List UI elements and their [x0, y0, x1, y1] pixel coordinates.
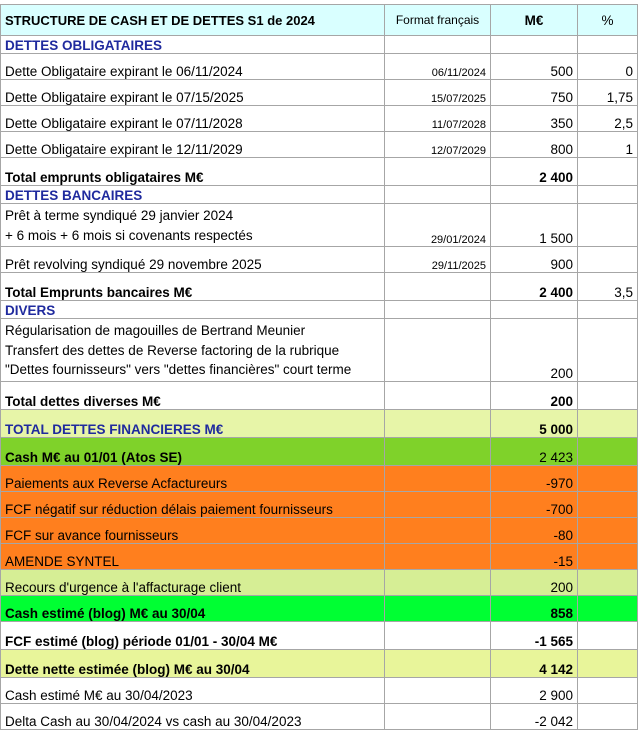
table-row	[1, 491, 638, 517]
row-value: -15	[491, 543, 578, 569]
row-value: 200	[491, 319, 578, 382]
row-label: Dette Obligataire expirant le 06/11/2024	[1, 54, 385, 80]
header-row	[1, 5, 638, 36]
section-title-divers: DIVERS	[1, 301, 385, 319]
row-label: Dette Obligataire expirant le 07/15/2025	[1, 80, 385, 106]
total-row	[1, 649, 638, 677]
table-row	[1, 465, 638, 491]
debt-structure-table	[0, 4, 638, 730]
row-date: 12/07/2029	[385, 132, 491, 158]
row-label: Cash M€ au 01/01 (Atos SE)	[1, 437, 385, 465]
table-row	[1, 54, 638, 80]
row-label: Total Emprunts bancaires M€	[1, 273, 385, 301]
row-value: -1 565	[491, 621, 578, 649]
table-row	[1, 677, 638, 703]
row-label-line: Prêt à terme syndiqué 29 janvier 2024	[5, 208, 234, 223]
row-label-line: + 6 mois + 6 mois si covenants respectés	[5, 227, 253, 243]
table-row	[1, 543, 638, 569]
row-value: -80	[491, 517, 578, 543]
row-value: -700	[491, 491, 578, 517]
row-label: Cash estimé M€ au 30/04/2023	[1, 677, 385, 703]
row-label: FCF négatif sur réduction délais paiement fournisseurs	[1, 491, 385, 517]
row-value: 5 000	[491, 409, 578, 437]
row-percent: 0	[578, 54, 638, 80]
section-row	[1, 301, 638, 319]
table-row	[1, 569, 638, 595]
table-row	[1, 247, 638, 273]
row-label: Total emprunts obligataires M€	[1, 158, 385, 186]
table-row	[1, 595, 638, 621]
row-percent: 1,75	[578, 80, 638, 106]
row-value: 858	[491, 595, 578, 621]
row-value: 2 900	[491, 677, 578, 703]
row-percent: 2,5	[578, 106, 638, 132]
row-value: 200	[491, 381, 578, 409]
row-value: 750	[491, 80, 578, 106]
section-title-bancaires: DETTES BANCAIRES	[1, 186, 385, 204]
table-title: STRUCTURE DE CASH ET DE DETTES S1 de 2024	[1, 5, 385, 36]
total-row	[1, 621, 638, 649]
table-row	[1, 204, 638, 247]
row-label: TOTAL DETTES FINANCIERES M€	[1, 409, 385, 437]
grand-total-row	[1, 409, 638, 437]
row-value: 4 142	[491, 649, 578, 677]
row-date: 29/01/2024	[385, 204, 491, 247]
row-label: Total dettes diverses M€	[1, 381, 385, 409]
row-value: 350	[491, 106, 578, 132]
row-value: -2 042	[491, 703, 578, 729]
row-label: Delta Cash au 30/04/2024 vs cash au 30/04/2023	[1, 703, 385, 729]
row-value: 900	[491, 247, 578, 273]
row-value: 2 400	[491, 158, 578, 186]
cash-row	[1, 437, 638, 465]
section-title-obligataires: DETTES OBLIGATAIRES	[1, 36, 385, 54]
unit-header: M€	[491, 5, 578, 36]
row-label: Prêt revolving syndiqué 29 novembre 2025	[1, 247, 385, 273]
row-label: Paiements aux Reverse Acfactureurs	[1, 465, 385, 491]
table-row	[1, 703, 638, 729]
table-row	[1, 517, 638, 543]
row-label-line: Régularisation de magouilles de Bertrand Meunier	[5, 323, 306, 338]
row-label: Cash estimé (blog) M€ au 30/04	[1, 595, 385, 621]
row-label: Recours d'urgence à l'affacturage client	[1, 569, 385, 595]
row-label-line: Transfert des dettes de Reverse factoring de la rubrique	[5, 342, 340, 358]
row-label: FCF sur avance fournisseurs	[1, 517, 385, 543]
row-percent: 1	[578, 132, 638, 158]
row-label-line: "Dettes fournisseurs" vers "dettes financières" court terme	[5, 362, 352, 377]
row-date: 15/07/2025	[385, 80, 491, 106]
row-date: 29/11/2025	[385, 247, 491, 273]
row-value: 500	[491, 54, 578, 80]
section-row	[1, 36, 638, 54]
section-row	[1, 186, 638, 204]
row-label: Dette Obligataire expirant le 12/11/2029	[1, 132, 385, 158]
row-date: 11/07/2028	[385, 106, 491, 132]
row-label: FCF estimé (blog) période 01/01 - 30/04 M€	[1, 621, 385, 649]
row-value: 200	[491, 569, 578, 595]
table-row	[1, 319, 638, 382]
row-value: 2 423	[491, 437, 578, 465]
row-label: Dette nette estimée (blog) M€ au 30/04	[1, 649, 385, 677]
row-value: 1 500	[491, 204, 578, 247]
row-value: 2 400	[491, 273, 578, 301]
row-percent: 3,5	[578, 273, 638, 301]
table-row	[1, 106, 638, 132]
percent-header: %	[578, 5, 638, 36]
total-row	[1, 273, 638, 301]
table-row	[1, 132, 638, 158]
format-header: Format français	[385, 5, 491, 36]
total-row	[1, 381, 638, 409]
row-label: Dette Obligataire expirant le 07/11/2028	[1, 106, 385, 132]
row-date: 06/11/2024	[385, 54, 491, 80]
row-value: -970	[491, 465, 578, 491]
row-value: 800	[491, 132, 578, 158]
total-row	[1, 158, 638, 186]
table-row	[1, 80, 638, 106]
row-label: AMENDE SYNTEL	[1, 543, 385, 569]
